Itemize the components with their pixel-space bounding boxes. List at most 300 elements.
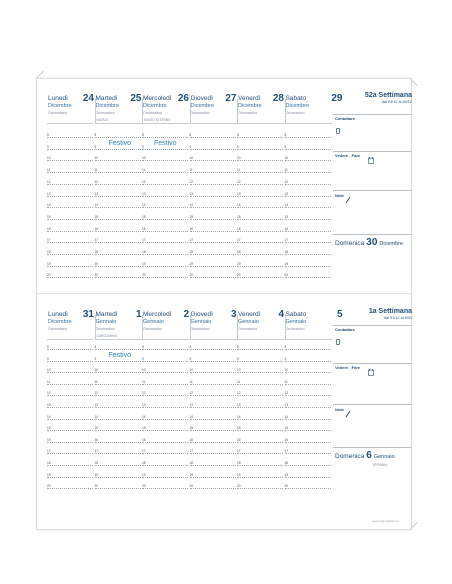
hour-row[interactable] xyxy=(237,137,283,139)
hour-label: 12 xyxy=(284,391,289,396)
hour-row[interactable] xyxy=(285,242,331,244)
hour-row[interactable] xyxy=(190,384,236,386)
hour-row[interactable] xyxy=(142,372,188,374)
hour-row[interactable] xyxy=(47,160,93,162)
hour-label: 9 xyxy=(189,144,192,149)
hour-row[interactable] xyxy=(142,419,188,421)
hour-row[interactable] xyxy=(47,277,93,279)
hour-row[interactable] xyxy=(95,361,141,363)
hour-row[interactable] xyxy=(285,160,331,162)
hour-row[interactable] xyxy=(47,231,93,233)
week-number: 52a Settimana xyxy=(364,92,412,99)
hour-label: 15 xyxy=(142,426,146,431)
day-onomastico: Onomastico xyxy=(95,327,115,331)
hour-label: 12 xyxy=(142,391,146,396)
hour-row[interactable] xyxy=(190,149,236,151)
hour-label: 20 xyxy=(284,484,289,489)
hour-row[interactable] xyxy=(142,242,188,244)
hour-label: 14 xyxy=(47,414,51,419)
hour-label: 18 xyxy=(284,461,289,465)
hour-row[interactable] xyxy=(285,465,331,467)
hour-label: 16 xyxy=(284,437,289,442)
hour-row[interactable] xyxy=(190,361,236,363)
hour-row[interactable] xyxy=(237,488,283,490)
hour-row[interactable] xyxy=(95,384,141,386)
hour-row[interactable] xyxy=(95,242,141,244)
hour-label: 13 xyxy=(237,191,241,196)
hour-row[interactable] xyxy=(237,219,283,221)
hour-row[interactable] xyxy=(142,349,188,351)
hour-row[interactable] xyxy=(47,219,93,221)
hour-row[interactable] xyxy=(95,430,141,432)
hour-row[interactable] xyxy=(237,384,283,386)
hour-row[interactable] xyxy=(47,430,93,432)
hour-row[interactable] xyxy=(47,254,93,256)
hour-label: 12 xyxy=(284,179,289,184)
hour-row[interactable] xyxy=(142,160,188,162)
day-number: 2 xyxy=(183,309,189,320)
hour-row[interactable] xyxy=(285,488,331,490)
holiday-note: CAPODANNO xyxy=(96,334,118,338)
hour-label: 15 xyxy=(142,214,146,219)
hour-row[interactable] xyxy=(190,488,236,490)
hour-label: 17 xyxy=(94,449,99,454)
hour-row[interactable] xyxy=(285,395,331,397)
hour-label: 17 xyxy=(189,449,194,454)
hour-label: 9 xyxy=(237,356,239,361)
hour-label: 10 xyxy=(237,368,241,373)
day-onomastico: Onomastico xyxy=(95,111,115,115)
hour-label: 8 xyxy=(237,133,239,137)
hour-row[interactable] xyxy=(47,137,93,139)
hour-label: 18 xyxy=(237,250,241,254)
day-month: Dicembre xyxy=(190,103,215,109)
hour-label: 12 xyxy=(237,179,241,184)
day-box xyxy=(142,315,189,340)
hour-row[interactable] xyxy=(142,207,188,209)
day-box xyxy=(47,315,93,340)
hour-row[interactable] xyxy=(285,231,331,233)
day-name: Lunedì xyxy=(48,311,68,318)
pen-icon xyxy=(345,191,351,197)
hour-row[interactable] xyxy=(285,407,331,409)
hour-row[interactable] xyxy=(190,395,236,397)
hour-row[interactable] xyxy=(95,395,141,397)
hour-row[interactable] xyxy=(142,442,188,444)
hour-label: 8 xyxy=(142,345,144,349)
day-number: 1 xyxy=(135,309,142,320)
hour-row[interactable] xyxy=(47,407,93,409)
hour-row[interactable] xyxy=(95,184,141,186)
hour-row[interactable] xyxy=(47,488,93,490)
hour-row[interactable] xyxy=(190,172,236,174)
hour-label: 12 xyxy=(189,391,194,396)
day-month: Dicembre xyxy=(95,103,120,109)
hour-row[interactable] xyxy=(47,442,93,444)
hour-row[interactable] xyxy=(47,266,93,268)
hour-row[interactable] xyxy=(285,277,331,279)
hour-label: 19 xyxy=(237,472,241,477)
hour-label: 15 xyxy=(47,426,51,431)
sunday-number: 30 xyxy=(366,237,378,248)
hour-row[interactable] xyxy=(190,219,236,221)
hour-row[interactable] xyxy=(237,395,283,397)
hour-label: 8 xyxy=(284,345,287,349)
hour-label: 20 xyxy=(94,484,99,489)
hour-row[interactable] xyxy=(190,349,236,351)
sunday-number: 6 xyxy=(366,450,372,461)
hour-label: 17 xyxy=(142,449,146,454)
hour-row[interactable] xyxy=(142,488,188,490)
hour-row[interactable] xyxy=(237,430,283,432)
hour-label: 14 xyxy=(189,414,194,419)
hour-label: 20 xyxy=(284,273,289,278)
hour-label: 9 xyxy=(47,356,49,361)
hour-label: 8 xyxy=(237,345,239,349)
hour-row[interactable] xyxy=(95,207,141,209)
hour-row[interactable] xyxy=(237,442,283,444)
day-name: Sabato xyxy=(285,311,307,318)
hour-label: 15 xyxy=(189,426,194,431)
hour-row[interactable] xyxy=(47,349,93,351)
day-month: Dicembre xyxy=(238,103,262,109)
hour-row[interactable] xyxy=(47,196,93,198)
hour-label: 14 xyxy=(189,203,194,208)
hour-row[interactable] xyxy=(95,254,141,256)
hour-row[interactable] xyxy=(237,172,283,174)
hour-row[interactable] xyxy=(190,231,236,233)
hour-label: 16 xyxy=(94,437,99,442)
hour-row[interactable] xyxy=(95,372,141,374)
day-box xyxy=(190,99,237,124)
hour-label: 20 xyxy=(237,273,241,278)
hour-row[interactable] xyxy=(47,372,93,374)
hour-row[interactable] xyxy=(95,477,141,479)
hour-label: 8 xyxy=(47,345,49,349)
hour-row[interactable] xyxy=(47,384,93,386)
day-column xyxy=(95,308,142,498)
hour-row[interactable] xyxy=(190,477,236,479)
vedere-fare-label: Vedere - Fare xyxy=(335,153,361,158)
hour-row[interactable] xyxy=(142,196,188,198)
hour-label: 20 xyxy=(142,273,146,278)
day-number: 4 xyxy=(278,309,284,320)
hour-row[interactable] xyxy=(95,266,141,268)
hour-row[interactable] xyxy=(237,361,283,363)
hour-label: 18 xyxy=(142,250,146,254)
day-name: Martedì xyxy=(95,95,118,102)
hour-row[interactable] xyxy=(285,384,331,386)
hour-row[interactable] xyxy=(142,430,188,432)
hour-row[interactable] xyxy=(285,184,331,186)
hour-label: 19 xyxy=(94,261,99,266)
day-onomastico: Onomastico xyxy=(143,327,163,331)
hour-row[interactable] xyxy=(142,465,188,467)
hour-row[interactable] xyxy=(285,137,331,139)
hour-label: 14 xyxy=(284,414,289,419)
hour-label: 11 xyxy=(142,379,146,384)
hour-row[interactable] xyxy=(285,207,331,209)
hour-row[interactable] xyxy=(142,137,188,139)
hour-label: 13 xyxy=(142,191,146,196)
hour-row[interactable] xyxy=(285,442,331,444)
hour-row[interactable] xyxy=(142,219,188,221)
hour-row[interactable] xyxy=(190,453,236,455)
hour-row[interactable] xyxy=(47,477,93,479)
hour-row[interactable] xyxy=(95,231,141,233)
hour-label: 17 xyxy=(237,449,241,454)
hour-label: 12 xyxy=(237,391,241,396)
hour-label: 11 xyxy=(189,379,193,384)
hour-row[interactable] xyxy=(95,196,141,198)
hour-label: 18 xyxy=(47,250,51,254)
day-box xyxy=(237,315,284,340)
hour-label: 15 xyxy=(284,426,289,431)
contattare-label: Contattare xyxy=(335,116,356,121)
day-name: Giovedì xyxy=(190,311,213,318)
hour-row[interactable] xyxy=(95,419,141,421)
week-range: dal 31/12 al 6/01 xyxy=(383,316,412,320)
day-name: Venerdì xyxy=(238,311,261,318)
day-month: Dicembre xyxy=(285,103,310,109)
hour-row[interactable] xyxy=(142,231,188,233)
hour-row[interactable] xyxy=(190,419,236,421)
hour-row[interactable] xyxy=(237,231,283,233)
sunday-note: EPIFANIA xyxy=(373,463,388,467)
hour-row[interactable] xyxy=(190,465,236,467)
sunday-month: Dicembre xyxy=(379,241,403,247)
hour-row[interactable] xyxy=(95,149,141,151)
hour-row[interactable] xyxy=(47,361,93,363)
day-month: Gennaio xyxy=(95,319,117,325)
week-1 xyxy=(47,308,412,498)
sunday-30 xyxy=(335,237,403,248)
hour-row[interactable] xyxy=(95,465,141,467)
hour-row[interactable] xyxy=(237,184,283,186)
hour-row[interactable] xyxy=(190,160,236,162)
hour-row[interactable] xyxy=(47,242,93,244)
hour-row[interactable] xyxy=(190,242,236,244)
week-52-sidebar xyxy=(333,92,412,279)
day-onomastico: Onomastico xyxy=(190,111,210,115)
hour-row[interactable] xyxy=(95,349,141,351)
day-name: Mercoledì xyxy=(143,95,172,102)
hour-row[interactable] xyxy=(95,407,141,409)
hour-row[interactable] xyxy=(47,184,93,186)
hour-row[interactable] xyxy=(190,266,236,268)
hour-row[interactable] xyxy=(142,266,188,268)
hour-row[interactable] xyxy=(237,349,283,351)
hour-row[interactable] xyxy=(142,254,188,256)
hour-label: 11 xyxy=(142,168,146,173)
hour-row[interactable] xyxy=(285,254,331,256)
hour-row[interactable] xyxy=(142,361,188,363)
hour-label: 18 xyxy=(142,461,146,465)
hour-row[interactable] xyxy=(47,465,93,467)
hour-label: 15 xyxy=(47,214,51,219)
day-column xyxy=(47,92,94,279)
hour-label: 19 xyxy=(47,261,51,266)
hour-row[interactable] xyxy=(285,361,331,363)
hour-row[interactable] xyxy=(142,277,188,279)
hour-label: 10 xyxy=(47,156,51,161)
hour-row[interactable] xyxy=(237,196,283,198)
hour-label: 11 xyxy=(47,168,51,173)
sunday-label: Domenica xyxy=(335,240,365,247)
contattare-label: Contattare xyxy=(335,327,356,332)
hour-label: 16 xyxy=(189,226,194,231)
hour-row[interactable] xyxy=(47,395,93,397)
hour-row[interactable] xyxy=(47,453,93,455)
hour-row[interactable] xyxy=(95,488,141,490)
hour-row[interactable] xyxy=(142,149,188,151)
week-52 xyxy=(47,92,412,279)
hour-label: 14 xyxy=(94,203,99,208)
hour-row[interactable] xyxy=(190,277,236,279)
hour-label: 16 xyxy=(47,437,51,442)
hour-row[interactable] xyxy=(285,172,331,174)
hour-row[interactable] xyxy=(190,184,236,186)
hour-label: 10 xyxy=(47,368,51,373)
hour-label: 20 xyxy=(189,273,194,278)
hour-row[interactable] xyxy=(237,277,283,279)
hour-label: 20 xyxy=(94,273,99,278)
hour-label: 13 xyxy=(284,403,289,407)
day-number: 28 xyxy=(272,93,284,104)
hour-row[interactable] xyxy=(285,372,331,374)
hour-row[interactable] xyxy=(95,137,141,139)
hour-label: 13 xyxy=(284,191,289,196)
hour-row[interactable] xyxy=(142,384,188,386)
hour-row[interactable] xyxy=(190,137,236,139)
day-column xyxy=(47,308,94,498)
hour-label: 19 xyxy=(284,472,289,477)
hour-row[interactable] xyxy=(237,372,283,374)
hour-label: 14 xyxy=(237,414,241,419)
hour-row[interactable] xyxy=(95,160,141,162)
hour-label: 16 xyxy=(94,226,99,231)
hour-label: 13 xyxy=(142,403,146,407)
hour-row[interactable] xyxy=(47,149,93,151)
hour-label: 11 xyxy=(237,379,241,384)
hour-row[interactable] xyxy=(47,207,93,209)
hour-row[interactable] xyxy=(237,242,283,244)
hour-label: 8 xyxy=(94,345,97,349)
hour-row[interactable] xyxy=(237,453,283,455)
hour-label: 20 xyxy=(142,484,146,489)
hour-label: 15 xyxy=(94,426,99,431)
hour-row[interactable] xyxy=(190,407,236,409)
hour-label: 19 xyxy=(142,472,146,477)
hour-label: 8 xyxy=(142,133,144,137)
hour-row[interactable] xyxy=(237,160,283,162)
hour-row[interactable] xyxy=(237,477,283,479)
day-number: 29 xyxy=(331,93,343,104)
day-column xyxy=(190,92,237,279)
hour-row[interactable] xyxy=(47,419,93,421)
hour-label: 17 xyxy=(237,238,241,243)
hour-label: 8 xyxy=(284,133,287,137)
hour-row[interactable] xyxy=(285,419,331,421)
hour-label: 13 xyxy=(189,403,194,407)
day-number: 31 xyxy=(82,309,94,320)
hour-label: 18 xyxy=(94,250,99,254)
hour-label: 9 xyxy=(142,356,144,361)
day-column xyxy=(237,308,284,498)
hour-row[interactable] xyxy=(237,266,283,268)
festivo-label: Festivo xyxy=(108,139,132,147)
hour-row[interactable] xyxy=(190,196,236,198)
hour-label: 17 xyxy=(284,449,289,454)
pen-icon xyxy=(345,405,351,411)
hour-row[interactable] xyxy=(285,349,331,351)
hour-row[interactable] xyxy=(142,453,188,455)
hour-row[interactable] xyxy=(142,407,188,409)
hour-row[interactable] xyxy=(237,207,283,209)
hour-row[interactable] xyxy=(95,277,141,279)
hour-row[interactable] xyxy=(285,219,331,221)
calendar-icon xyxy=(368,151,374,157)
phone-icon xyxy=(335,121,341,127)
hour-label: 19 xyxy=(284,261,289,266)
hour-label: 9 xyxy=(142,144,144,149)
hour-row[interactable] xyxy=(190,442,236,444)
hour-label: 15 xyxy=(237,214,241,219)
day-onomastico: Onomastico xyxy=(285,111,305,115)
hour-row[interactable] xyxy=(190,254,236,256)
hour-row[interactable] xyxy=(285,453,331,455)
day-name: Mercoledì xyxy=(143,311,172,318)
hour-row[interactable] xyxy=(190,372,236,374)
hour-row[interactable] xyxy=(285,266,331,268)
day-box xyxy=(285,315,332,340)
hour-row[interactable] xyxy=(142,395,188,397)
day-name: Sabato xyxy=(285,95,307,102)
hour-row[interactable] xyxy=(285,196,331,198)
hour-row[interactable] xyxy=(95,453,141,455)
hour-label: 20 xyxy=(237,484,241,489)
hour-row[interactable] xyxy=(285,430,331,432)
hour-row[interactable] xyxy=(95,219,141,221)
day-month: Gennaio xyxy=(238,319,259,325)
hour-row[interactable] xyxy=(285,149,331,151)
hour-row[interactable] xyxy=(95,442,141,444)
hour-row[interactable] xyxy=(237,254,283,256)
hour-row[interactable] xyxy=(47,172,93,174)
hour-label: 10 xyxy=(94,156,99,161)
hour-row[interactable] xyxy=(285,477,331,479)
hour-label: 10 xyxy=(237,156,241,161)
hour-row[interactable] xyxy=(237,149,283,151)
hour-row[interactable] xyxy=(142,172,188,174)
holiday-note: SANTO STEFANO xyxy=(144,118,171,122)
hour-label: 13 xyxy=(94,191,99,196)
hour-label: 14 xyxy=(94,414,99,419)
hour-row[interactable] xyxy=(237,407,283,409)
day-number: 26 xyxy=(177,93,189,104)
hour-row[interactable] xyxy=(237,419,283,421)
hour-row[interactable] xyxy=(190,207,236,209)
hour-row[interactable] xyxy=(142,184,188,186)
hour-label: 14 xyxy=(142,203,146,208)
hour-row[interactable] xyxy=(95,172,141,174)
hour-row[interactable] xyxy=(190,430,236,432)
hour-label: 11 xyxy=(237,168,241,173)
hour-row[interactable] xyxy=(142,477,188,479)
hour-row[interactable] xyxy=(237,465,283,467)
hour-label: 12 xyxy=(142,179,146,184)
hour-label: 20 xyxy=(47,484,51,489)
